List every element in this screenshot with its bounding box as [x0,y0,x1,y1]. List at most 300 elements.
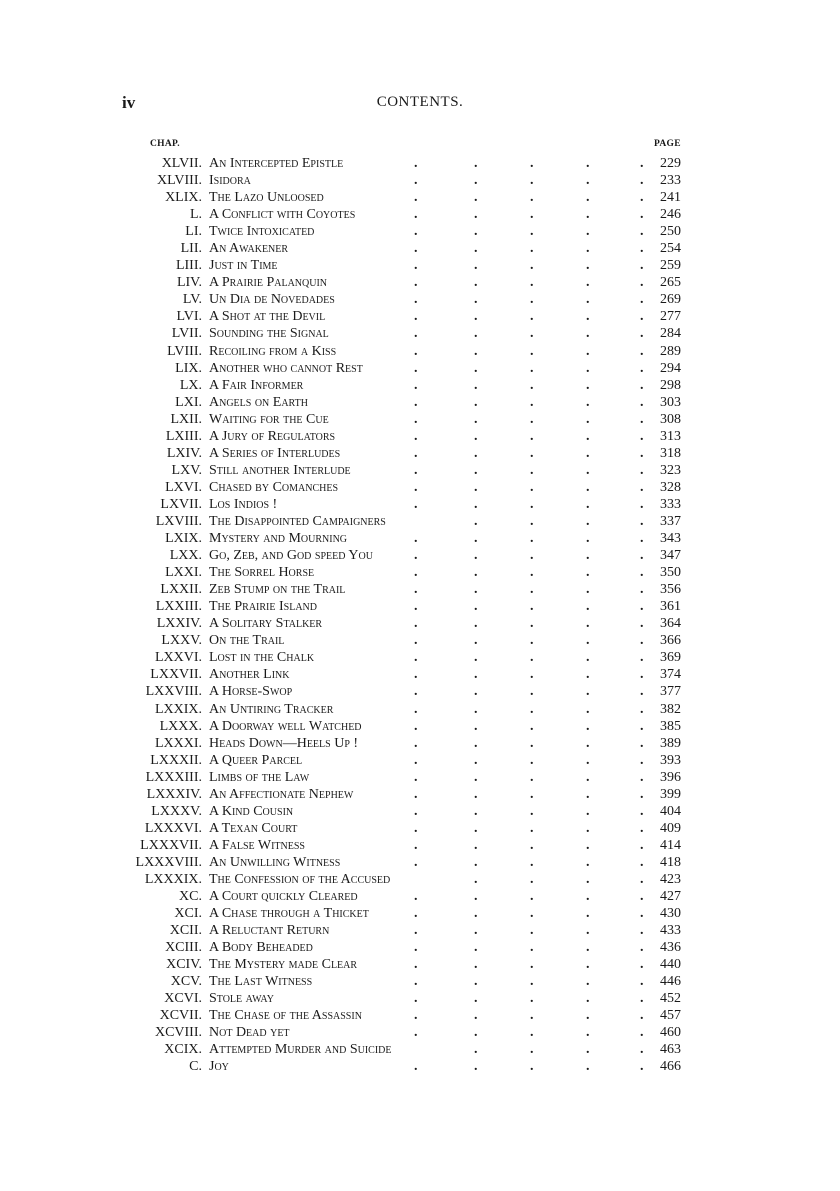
chapter-number: LIV. [176,275,202,291]
toc-entry[interactable] [0,888,840,905]
chapter-number: LXIII. [165,428,202,444]
leader-dot: . [474,769,478,785]
toc-entry[interactable] [0,530,840,547]
leader-dot: . [530,1008,534,1024]
leader-dot: . [414,854,418,870]
page-ref: 369 [660,650,681,666]
chapter-number: XLVIII. [157,173,202,189]
leader-dot: . [414,667,418,683]
toc-entry[interactable] [0,598,840,615]
page-ref: 350 [660,565,681,581]
chapter-title: A False Witness [209,837,305,853]
leader-dot: . [640,241,644,257]
leader-dot: . [530,769,534,785]
toc-entry[interactable] [0,428,840,445]
toc-entry[interactable] [0,786,840,803]
leader-dot: . [474,565,478,581]
leader-dot: . [530,889,534,905]
leader-dot: . [586,923,590,939]
leader-dot: . [530,667,534,683]
toc-entry[interactable] [0,956,840,973]
leader-dot: . [640,462,644,478]
chapter-number: XCI. [174,906,202,922]
leader-dot: . [474,428,478,444]
leader-dot: . [414,292,418,308]
leader-dot: . [640,224,644,240]
leader-dot: . [640,616,644,632]
leader-dot: . [640,1042,644,1058]
leader-dot: . [586,718,590,734]
leader-dot: . [530,428,534,444]
leader-dot: . [586,258,590,274]
leader-dot: . [414,207,418,223]
toc-entry[interactable] [0,615,840,632]
page-ref: 399 [660,786,681,802]
toc-entry[interactable] [0,649,840,666]
leader-dot: . [586,548,590,564]
leader-dot: . [640,582,644,598]
toc-entry[interactable] [0,752,840,769]
leader-dot: . [530,548,534,564]
leader-dot: . [474,684,478,700]
leader-dot: . [414,258,418,274]
leader-dot: . [640,343,644,359]
chapter-number: LXIV. [166,445,202,461]
leader-dot: . [530,837,534,853]
leader-dot: . [530,173,534,189]
toc-entry[interactable] [0,377,840,394]
leader-dot: . [474,837,478,853]
leader-dot: . [640,190,644,206]
leader-dot: . [414,462,418,478]
chapter-title: A Reluctant Return [209,923,330,939]
leader-dot: . [474,479,478,495]
leader-dot: . [414,718,418,734]
toc-entry[interactable] [0,905,840,922]
toc-entry[interactable] [0,581,840,598]
leader-dot: . [640,701,644,717]
leader-dot: . [414,445,418,461]
leader-dot: . [640,173,644,189]
leader-dot: . [586,224,590,240]
leader-dot: . [474,445,478,461]
leader-dot: . [640,786,644,802]
chapter-title: A Jury of Regulators [209,428,336,444]
page-ref: 446 [660,974,681,990]
leader-dot: . [640,906,644,922]
leader-dot: . [530,156,534,171]
leader-dot: . [414,957,418,973]
leader-dot: . [414,889,418,905]
leader-dot: . [586,1025,590,1041]
toc-entry[interactable] [0,394,840,411]
chap-column-header: CHAP. [150,139,180,149]
toc-entry[interactable] [0,666,840,683]
toc-entry[interactable] [0,922,840,939]
page-ref: 337 [660,513,681,529]
page-ref: 436 [660,940,681,956]
leader-dot: . [530,513,534,529]
leader-dot: . [586,1042,590,1058]
leader-dot: . [474,871,478,887]
toc-entry[interactable] [0,837,840,854]
toc-entry[interactable] [0,1041,840,1058]
leader-dot: . [530,377,534,393]
chapter-title: An Affectionate Nephew [209,786,354,802]
leader-dot: . [586,906,590,922]
chapter-title: The Lazo Unloosed [209,190,324,206]
chapter-number: XCVIII. [154,1025,202,1041]
chapter-number: LVII. [171,326,202,342]
leader-dot: . [586,786,590,802]
chapter-title: Sounding the Signal [209,326,329,342]
leader-dot: . [474,633,478,649]
leader-dot: . [474,957,478,973]
leader-dot: . [640,309,644,325]
toc-entry[interactable] [0,564,840,581]
leader-dot: . [474,548,478,564]
leader-dot: . [640,428,644,444]
toc-entry[interactable] [0,701,840,718]
leader-dot: . [474,309,478,325]
leader-dot: . [586,428,590,444]
toc-entry[interactable] [0,871,840,888]
toc-entry[interactable] [0,632,840,649]
leader-dot: . [640,479,644,495]
leader-dot: . [474,820,478,836]
chapter-number: LXV. [171,462,202,478]
toc-entry[interactable] [0,496,840,513]
leader-dot: . [640,565,644,581]
leader-dot: . [586,991,590,1007]
toc-entry[interactable] [0,1007,840,1024]
chapter-title: A Solitary Stalker [209,616,323,632]
leader-dot: . [530,854,534,870]
leader-dot: . [530,940,534,956]
page-ref: 265 [660,275,681,291]
leader-dot: . [586,735,590,751]
leader-dot: . [586,190,590,206]
chapter-number: LXXVIII. [145,684,202,700]
chapter-number: LXXXIX. [144,871,202,887]
chapter-title: Zeb Stump on the Trail [209,582,346,598]
leader-dot: . [414,377,418,393]
leader-dot: . [586,769,590,785]
leader-dot: . [474,735,478,751]
page-ref: 423 [660,871,681,887]
toc-entry[interactable] [0,735,840,752]
page-ref: 347 [660,548,681,564]
leader-dot: . [474,906,478,922]
chapter-title: A Texan Court [209,820,298,836]
page-ref: 460 [660,1025,681,1041]
leader-dot: . [640,940,644,956]
leader-dot: . [586,820,590,836]
leader-dot: . [474,173,478,189]
leader-dot: . [530,786,534,802]
chapter-title: A Series of Interludes [209,445,341,461]
leader-dot: . [640,854,644,870]
chapter-title: Another who cannot Rest [209,360,363,376]
toc-entry[interactable] [0,189,840,206]
toc-entry[interactable] [0,973,840,990]
leader-dot: . [586,940,590,956]
page-ref: 440 [660,957,681,973]
leader-dot: . [640,752,644,768]
leader-dot: . [640,1059,644,1075]
leader-dot: . [586,667,590,683]
leader-dot: . [586,309,590,325]
toc-entry[interactable] [0,990,840,1007]
chapter-title: The Chase of the Assassin [209,1008,362,1024]
leader-dot: . [474,513,478,529]
page-ref: 308 [660,411,681,427]
leader-dot: . [414,411,418,427]
leader-dot: . [530,923,534,939]
toc-entry[interactable] [0,462,840,479]
chapter-number: LXXXII. [150,752,202,768]
chapter-number: LXX. [169,548,202,564]
leader-dot: . [586,411,590,427]
leader-dot: . [530,462,534,478]
leader-dot: . [530,496,534,512]
leader-dot: . [530,906,534,922]
leader-dot: . [640,496,644,512]
leader-dot: . [474,616,478,632]
leader-dot: . [586,496,590,512]
chapter-title: A Body Beheaded [209,940,313,956]
chapter-title: Stole away [209,991,274,1007]
chapter-title: A Court quickly Cleared [209,889,358,905]
leader-dot: . [530,616,534,632]
toc-entry[interactable] [0,172,840,189]
leader-dot: . [530,565,534,581]
leader-dot: . [414,343,418,359]
chapter-number: LI. [185,224,202,240]
leader-dot: . [474,156,478,171]
toc-entry[interactable] [0,445,840,462]
leader-dot: . [530,258,534,274]
leader-dot: . [530,718,534,734]
chapter-title: An Awakener [209,241,289,257]
chapter-number: L. [189,207,202,223]
page-ref: 418 [660,854,681,870]
leader-dot: . [586,394,590,410]
leader-dot: . [530,582,534,598]
chapter-number: LXII. [170,411,202,427]
page-ref: 374 [660,667,681,683]
toc-entry[interactable] [0,155,840,172]
toc-entry[interactable] [0,820,840,837]
leader-dot: . [640,889,644,905]
chapter-number: C. [189,1059,202,1075]
chapter-number: LIII. [175,258,202,274]
leader-dot: . [586,957,590,973]
toc-entry[interactable] [0,479,840,496]
toc-entry[interactable] [0,411,840,428]
leader-dot: . [414,616,418,632]
chapter-title: A Chase through a Thicket [209,906,369,922]
page-ref: 318 [660,445,681,461]
chapter-title: The Prairie Island [209,599,317,615]
page-ref: 246 [660,207,681,223]
leader-dot: . [414,974,418,990]
chapter-number: LXVIII. [155,513,202,529]
leader-dot: . [414,820,418,836]
leader-dot: . [640,599,644,615]
toc-entry[interactable] [0,718,840,735]
leader-dot: . [530,479,534,495]
chapter-title: Recoiling from a Kiss [209,343,337,359]
leader-dot: . [414,599,418,615]
chapter-number: LXXXI. [154,735,202,751]
leader-dot: . [586,889,590,905]
leader-dot: . [474,292,478,308]
leader-dot: . [640,991,644,1007]
toc-entry[interactable] [0,1024,840,1041]
toc-entry[interactable] [0,1058,840,1075]
contents-list [0,155,840,1076]
leader-dot: . [474,1042,478,1058]
toc-entry[interactable] [0,854,840,871]
chapter-title: Mystery and Mourning [209,531,348,547]
leader-dot: . [530,803,534,819]
leader-dot: . [640,258,644,274]
leader-dot: . [414,173,418,189]
toc-entry[interactable] [0,513,840,530]
chapter-number: LXIX. [165,531,202,547]
page-ref: 427 [660,889,681,905]
leader-dot: . [414,701,418,717]
chapter-title: Go, Zeb, and God speed You [209,548,373,564]
leader-dot: . [474,974,478,990]
chapter-title: An Untiring Tracker [209,701,334,717]
leader-dot: . [414,1059,418,1075]
leader-dot: . [586,156,590,171]
toc-entry[interactable] [0,360,840,377]
page-ref: 466 [660,1059,681,1075]
toc-entry[interactable] [0,325,840,342]
chapter-number: LIX. [175,360,202,376]
leader-dot: . [414,582,418,598]
leader-dot: . [414,548,418,564]
chapter-title: Chased by Comanches [209,479,339,495]
leader-dot: . [586,837,590,853]
leader-dot: . [586,326,590,342]
page-ref: 377 [660,684,681,700]
page-ref: 356 [660,582,681,598]
leader-dot: . [414,531,418,547]
toc-entry[interactable] [0,343,840,360]
leader-dot: . [586,479,590,495]
chapter-number: LXXVI. [154,650,202,666]
leader-dot: . [474,241,478,257]
page-ref: 364 [660,616,681,632]
leader-dot: . [586,582,590,598]
leader-dot: . [640,275,644,291]
leader-dot: . [586,207,590,223]
leader-dot: . [530,1025,534,1041]
leader-dot: . [530,224,534,240]
leader-dot: . [414,394,418,410]
leader-dot: . [640,1025,644,1041]
chapter-number: LXI. [175,394,202,410]
chapter-title: The Disappointed Campaigners [209,513,386,529]
page-ref: 457 [660,1008,681,1024]
toc-entry[interactable] [0,291,840,308]
toc-entry[interactable] [0,274,840,291]
chapter-number: XCV. [170,974,202,990]
chapter-title: Lost in the Chalk [209,650,315,666]
toc-entry[interactable] [0,803,840,820]
leader-dot: . [530,599,534,615]
leader-dot: . [474,786,478,802]
toc-entry[interactable] [0,206,840,223]
chapter-number: LXXXIII. [145,769,202,785]
leader-dot: . [414,326,418,342]
leader-dot: . [474,1008,478,1024]
leader-dot: . [586,1008,590,1024]
leader-dot: . [414,1025,418,1041]
leader-dot: . [414,565,418,581]
leader-dot: . [530,701,534,717]
toc-entry[interactable] [0,547,840,564]
toc-entry[interactable] [0,769,840,786]
leader-dot: . [474,991,478,1007]
leader-dot: . [414,224,418,240]
chapter-number: LXXIII. [155,599,202,615]
leader-dot: . [414,906,418,922]
leader-dot: . [474,854,478,870]
chapter-title: The Confession of the Accused [209,871,391,887]
leader-dot: . [586,531,590,547]
leader-dot: . [586,343,590,359]
page-ref: 241 [660,190,681,206]
page-ref: 313 [660,428,681,444]
page-ref: 269 [660,292,681,308]
leader-dot: . [530,957,534,973]
leader-dot: . [414,786,418,802]
page-ref: 259 [660,258,681,274]
leader-dot: . [586,650,590,666]
toc-entry[interactable] [0,240,840,257]
toc-entry[interactable] [0,223,840,240]
leader-dot: . [414,752,418,768]
toc-entry[interactable] [0,257,840,274]
leader-dot: . [640,837,644,853]
toc-entry[interactable] [0,939,840,956]
leader-dot: . [640,326,644,342]
leader-dot: . [530,974,534,990]
leader-dot: . [640,156,644,171]
leader-dot: . [640,650,644,666]
page-ref: 328 [660,479,681,495]
leader-dot: . [474,190,478,206]
leader-dot: . [530,752,534,768]
toc-entry[interactable] [0,683,840,700]
page-ref: 393 [660,752,681,768]
leader-dot: . [474,258,478,274]
toc-entry[interactable] [0,308,840,325]
chapter-number: LXXVII. [150,667,202,683]
leader-dot: . [640,548,644,564]
leader-dot: . [640,957,644,973]
chapter-number: LXXI. [165,565,202,581]
page-title: CONTENTS. [376,94,464,110]
leader-dot: . [530,735,534,751]
leader-dot: . [530,326,534,342]
leader-dot: . [414,633,418,649]
